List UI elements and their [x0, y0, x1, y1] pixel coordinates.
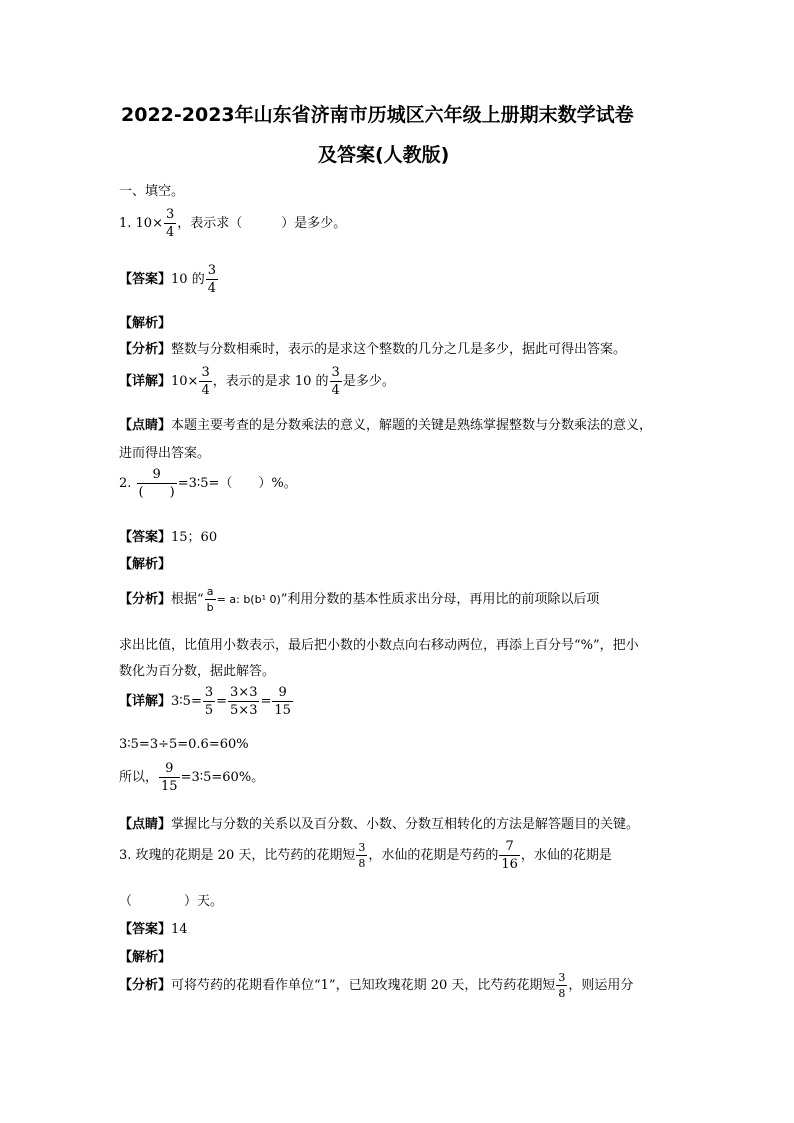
fraction: $\frac{3}{4}$: [165, 207, 175, 240]
question-3: 3. 玫瑰的花期是 20 天，比芍药的花期短 $\frac{3}{8}$ ，水仙的花期是芍药的 $\frac{7}{16}$ ，水仙的花期是: [119, 839, 612, 872]
q2-analysis-heading: 【解析】: [119, 557, 172, 572]
section-heading: 一、填空。: [119, 184, 185, 199]
q2-fenxi-line2: 求出比值，比值用小数表示，最后把小数的小数点向右移动两位，再添上百分号“%”，把小: [119, 638, 639, 653]
fraction: $\frac{3\times 3}{5\times 3}$: [230, 685, 258, 718]
formula-fraction: $\frac{a}{b}$: [206, 585, 214, 614]
fraction: $\frac{3}{8}$: [358, 841, 366, 870]
fraction: $\frac{3}{4}$: [331, 365, 340, 398]
q1-fenxi: 【分析】整数与分数相乘时，表示的是求这个整数的几分之几是多少，据此可得出答案。: [119, 342, 627, 357]
page-title: 2022-2023年山东省济南市历城区六年级上册期末数学试卷: [121, 104, 634, 126]
q1-answer: 【答案】10 的 $\frac{3}{4}$: [119, 263, 216, 296]
q2-fenxi: 【分析】根据“ $\frac{a}{b}$ = a: b(b¹ 0)”利用分数的基本性质求出分母，再用比的前项除以后项: [119, 585, 600, 614]
fraction: $\frac{7}{16}$: [501, 839, 518, 872]
fraction: $\frac{3}{5}$: [204, 685, 214, 718]
q1-dianjing: 【点睛】本题主要考查的是分数乘法的意义，解题的关键是熟练掌握整数与分数乘法的意义，: [119, 418, 653, 433]
q2-dianjing: 【点睛】掌握比与分数的关系以及百分数、小数、分数互相转化的方法是解答题目的关键。: [119, 817, 640, 832]
q2-calc-line: 3∶5=3÷5=0.6=60%: [119, 737, 249, 752]
q1-xiangjie: 【详解】10× $\frac{3}{4}$ ，表示的是求 10 的 $\frac{3}{4}$ 是多少。: [119, 365, 395, 398]
q2-answer: 【答案】15；60: [119, 530, 218, 545]
fraction: $\frac{9}{( )}$: [138, 467, 175, 500]
question-2: 2. $\frac{9}{( )}$ =3∶5=（ ）%。: [119, 467, 297, 500]
question-1: 1. 10× $\frac{3}{4}$ ，表示求（ ）是多少。: [119, 207, 347, 240]
q2-conclusion: 所以， $\frac{9}{15}$ =3∶5=60%。: [119, 761, 265, 794]
q3-fenxi: 【分析】可将芍药的花期看作单位“1”，已知玫瑰花期 20 天，比芍药花期短 $\frac{3}{8}$ ，则运用分: [119, 971, 634, 1000]
page-title-line2: 及答案(人教版): [318, 144, 450, 166]
question-3-line2: （ ）天。: [119, 894, 224, 909]
fraction: $\frac{3}{4}$: [207, 263, 216, 296]
q1-analysis-heading: 【解析】: [119, 316, 172, 331]
q2-fenxi-line3: 数化为百分数，据此解答。: [119, 664, 276, 679]
q2-xiangjie: 【详解】3∶5= $\frac{3}{5}$ = $\frac{3\times 3}{5\times 3}$ = $\frac{9}{15}$: [119, 685, 291, 718]
fraction: $\frac{9}{15}$: [274, 685, 291, 718]
fraction: $\frac{3}{8}$: [558, 971, 566, 1000]
q3-analysis-heading: 【解析】: [119, 950, 172, 965]
q1-dianjing-line2: 进而得出答案。: [119, 446, 211, 461]
fraction: $\frac{3}{4}$: [201, 365, 210, 398]
fraction: $\frac{9}{15}$: [161, 761, 178, 794]
q3-answer: 【答案】14: [119, 922, 188, 937]
